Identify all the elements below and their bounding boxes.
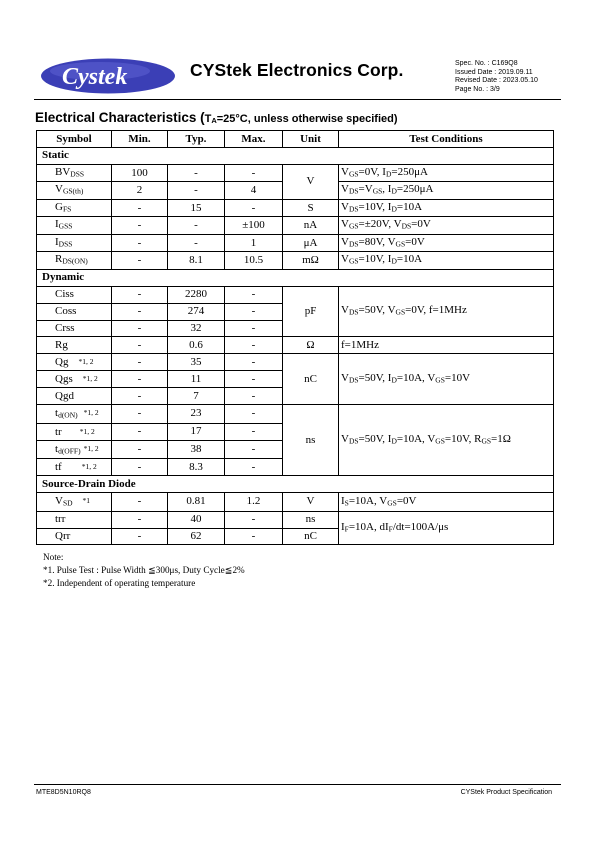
company-name: CYStek Electronics Corp. [190, 60, 404, 80]
spec-block [455, 60, 538, 95]
page-number: Page No. : 3/9 [455, 86, 500, 94]
table-row: trr - 40 - ns IF=10A, dIF/dt=100A/μs [37, 511, 554, 528]
table-row: td(ON) *1, 2 - 23 - ns VDS=50V, ID=10A, VGS=10V, RGS=1Ω [37, 405, 554, 424]
note-1: *1. Pulse Test : Pulse Width ≦300μs, Duty Cycle≦2% [43, 564, 245, 575]
table-row: Coss - 274 - [37, 303, 554, 320]
revised-date: Revised Date : 2023.05.10 [455, 77, 538, 85]
header-test-conditions: Test Conditions [339, 131, 554, 148]
header-divider [34, 99, 561, 100]
table-row: VSD *1 - 0.81 1.2 V IS=10A, VGS=0V [37, 493, 554, 512]
electrical-characteristics-table [36, 130, 554, 545]
section-title: Electrical Characteristics (TA=25°C, unless otherwise specified) [35, 110, 398, 125]
table-row: GFS - 15 - S VDS=10V, ID=10A [37, 199, 554, 217]
spec-number: Spec. No. : C169Q8 [455, 60, 518, 67]
note-2: *2. Independent of operating temperature [43, 577, 196, 588]
table-row: td(OFF) *1, 2 - 38 - [37, 440, 554, 459]
logo-text: Cystek [62, 64, 128, 90]
notes-title: Note: [43, 552, 64, 562]
part-number: MTE8D5N10RQ8 [36, 789, 91, 796]
table-row: IGSS - - ±100 nA VGS=±20V, VDS=0V [37, 217, 554, 235]
cystek-logo [40, 57, 176, 95]
header-max: Max. [225, 131, 283, 148]
header-typ: Typ. [168, 131, 225, 148]
header-min: Min. [112, 131, 168, 148]
table-row: IDSS - - 1 μA VDS=80V, VGS=0V [37, 234, 554, 252]
table-row: RDS(ON) - 8.1 10.5 mΩ VGS=10V, ID=10A [37, 252, 554, 270]
unit-volts: V [283, 164, 339, 199]
table-header-row [37, 131, 554, 148]
group-row-dynamic: Dynamic [37, 269, 554, 286]
table-row: Crss - 32 - [37, 320, 554, 337]
table-row: tf *1, 2 - 8.3 - [37, 459, 554, 476]
table-row: Qrr - 62 - nC [37, 528, 554, 545]
footer-divider [34, 784, 561, 785]
group-row-static: Static [37, 148, 554, 165]
table-row: tr *1, 2 - 17 - [37, 423, 554, 440]
group-row-diode: Source-Drain Diode [37, 476, 554, 493]
issued-date: Issued Date : 2019.09.11 [455, 68, 533, 76]
table-row: Qg *1, 2 - 35 - nC VDS=50V, ID=10A, VGS=10V [37, 354, 554, 371]
table-row: Qgd - 7 - [37, 388, 554, 405]
table-row: BVDSS 100 - - V VGS=0V, ID=250μA [37, 164, 554, 182]
table-row: Rg - 0.6 - Ω f=1MHz [37, 337, 554, 354]
footer-label: CYStek Product Specification [460, 789, 552, 796]
table-row: VGS(th) 2 - 4 VDS=VGS, ID=250μA [37, 182, 554, 200]
header-symbol: Symbol [37, 131, 112, 148]
table-row: Qgs *1, 2 - 11 - [37, 371, 554, 388]
notes [43, 551, 245, 589]
table-row: Ciss - 2280 - pF VDS=50V, VGS=0V, f=1MHz [37, 286, 554, 303]
header-unit: Unit [283, 131, 339, 148]
